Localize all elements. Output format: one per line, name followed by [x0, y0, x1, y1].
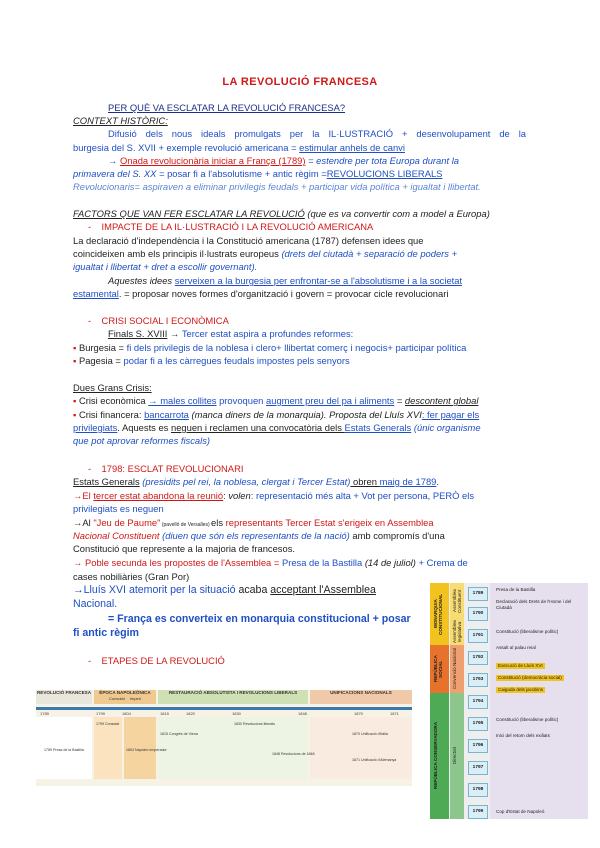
year-label: 1820 — [186, 711, 195, 716]
dash-bullet: - — [88, 315, 102, 326]
r-line-6: Constitució que represente a la majoria de francesos. — [73, 543, 295, 554]
c2c: (manca diners de la monarquia). Proposta del Lluís XVI — [188, 409, 422, 420]
crisis-line-3 — [73, 421, 481, 434]
timeline-note: 1789 Presa de la Bastilla — [44, 748, 84, 752]
year-label: 1870 — [354, 711, 363, 716]
r7c: (14 de juliol) — [364, 557, 416, 568]
r2d: volen — [228, 490, 251, 501]
c1f: descontent global — [404, 395, 479, 406]
context-line-5: Revolucionaris= aspiraven a eliminar privilegis feudals + participar vida política + igualtat i llibertat. — [73, 181, 481, 192]
liberal-revolutions-text: REVOLUCIONS LIBERALS — [326, 168, 443, 179]
stage-year: 1798 — [468, 783, 488, 797]
r-line-9 — [73, 584, 376, 597]
r2e: : representació més alta + Vot per persona, PERÒ els — [250, 490, 475, 501]
s2-bullet-1 — [73, 341, 466, 354]
stage-event: Execució de Lluís XVI — [498, 663, 543, 668]
section-1-title-text: IMPACTE DE LA IL·LUSTRACIÓ I LA REVOLUCIÓ AMERICANA — [101, 221, 374, 232]
timeline-axis — [36, 707, 412, 710]
stage-label-conservative: REPÚBLICA CONSERVADORA — [433, 721, 438, 789]
context-line-4 — [73, 167, 442, 180]
band-revolution: REVOLUCIÓ FRANCESA — [36, 690, 92, 704]
s1-line-2-a: coincideixen amb els principis il·lustrats europeus — [73, 248, 282, 259]
c1d: augment preu del pa i aliments — [266, 395, 395, 406]
year-label: 1848 — [298, 711, 307, 716]
timeline-figure — [36, 690, 412, 786]
r1a: Estats Generals — [73, 476, 140, 487]
c3b: . Aquests es — [117, 422, 171, 433]
context-heading: CONTEXT HISTÒRIC: — [73, 115, 168, 126]
stage-year: 1795 — [468, 717, 488, 731]
r1b: (presidits pel rei, la noblesa, clergat i Tercer Estat) — [139, 476, 351, 487]
period-unification — [310, 717, 412, 779]
stage-year: 1797 — [468, 761, 488, 775]
sub-constituent-label: Assemblea Constituent — [452, 589, 462, 613]
context-line-1: Difusió dels nous ideals promulgats per la IL·LUSTRACIÓ + desenvolupament de la — [108, 128, 526, 139]
stage-label-monarchy: MONARQUIA CONSTITUCIONAL — [433, 593, 443, 635]
section-3-title — [88, 462, 243, 475]
stage-event: Constitució (democràcia social) — [498, 675, 562, 680]
square-bullet: ▪ — [73, 342, 79, 353]
context-line-2-underline: estimular anhels de canvi — [299, 142, 405, 153]
r1c: obren — [350, 476, 380, 487]
stage-event: Constitució (liberalisme polític) — [496, 717, 559, 722]
c1a: Crisi econòmica — [78, 395, 149, 406]
stage-year: 1793 — [468, 673, 488, 687]
context-line-2 — [73, 141, 405, 154]
timeline-note: 1799 Consolat — [96, 722, 120, 726]
period-restoration — [158, 717, 308, 779]
section-4-title — [88, 654, 225, 667]
r5c: amb compromís d'una — [349, 530, 445, 541]
r-line-12: fi antic règim — [73, 627, 139, 639]
sub-convention-label: Convenció Nacional — [452, 648, 457, 690]
crisis-heading: Dues Grans Crisis: — [73, 382, 152, 393]
sub-directory-label: Directori — [452, 746, 457, 764]
band-unification: UNIFICACIONS NACIONALS — [310, 690, 412, 704]
c1e: = — [394, 395, 405, 406]
wave-text: Onada revolucionària iniciar a França (1789) — [119, 155, 306, 166]
spring-text: primavera del S. XX = — [73, 168, 168, 179]
section-4-title-text: ETAPES DE LA REVOLUCIÓ — [101, 655, 225, 666]
c2a: Crisi financera: — [78, 409, 145, 420]
s1-line-4 — [108, 274, 462, 287]
stages-diagram — [430, 583, 588, 819]
r7b: Presa de la Bastilla — [281, 557, 365, 568]
s2-arrow: → — [167, 328, 182, 339]
section-2-title-text: CRISI SOCIAL I ECONÒMICA — [101, 315, 229, 326]
timeline-note: 1804 Napoleó emperador — [126, 748, 167, 752]
band-napoleon-label: ÈPOCA NAPOLEÒNICA — [99, 690, 151, 695]
stage-year: 1799 — [468, 805, 488, 819]
r1e: . — [436, 476, 440, 487]
year-label: 1830 — [232, 711, 241, 716]
factors-heading: FACTORS QUE VAN FER ESCLATAR LA REVOLUCIÓ — [73, 208, 305, 219]
r-line-1 — [73, 475, 439, 488]
europe-text: = estendre per tota Europa durant la — [305, 155, 459, 166]
s1-line-5-b: . = proposar noves formes d'organització i govern = provocar cicle revolucionari — [118, 288, 449, 299]
r4d: els — [211, 517, 226, 528]
r4e: representants Tercer Estat s'erigeix en Assemblea — [225, 517, 434, 528]
band-consolat: Consolat — [108, 696, 125, 701]
year-label: 1871 — [390, 711, 399, 716]
stage-label-social: REPÚBLICA SOCIAL — [433, 655, 443, 683]
factors-note: (que es va convertir com a model a Europa) — [304, 208, 490, 219]
square-bullet: ▪ — [73, 395, 79, 406]
r7d: + Crema de — [415, 557, 468, 568]
r5b: (diuen que són els representants de la nació) — [159, 530, 350, 541]
s2-third-estate: Tercer estat aspira a profundes reformes: — [181, 328, 354, 339]
r-line-11: = França es converteix en monarquia constitucional + posar — [108, 613, 411, 625]
s1-line-4-a: Aquestes idees — [108, 275, 175, 286]
absolutism-text: posar fi a l'absolutisme + antic règim = — [167, 168, 327, 179]
s2-line-1 — [108, 327, 353, 340]
year-label: 1815 — [160, 711, 169, 716]
arrow-text: → — [108, 155, 120, 166]
c1c: provoquen — [216, 395, 267, 406]
s1-line-5 — [73, 287, 448, 300]
band-napoleon — [94, 690, 156, 704]
c2b: bancarrota — [144, 409, 189, 420]
r1d: maig de 1789 — [379, 476, 437, 487]
timeline-note: 1870 Unificació d'Itàlia — [352, 732, 388, 736]
year-label: 1799 — [96, 711, 105, 716]
r-line-2 — [73, 489, 474, 502]
c3c: neguen i reclamen una convocatòria dels — [170, 422, 345, 433]
stage-event: Inici del retorn dels exiliats — [496, 733, 550, 738]
stage-year: 1796 — [468, 739, 488, 753]
context-line-2-text: burgesia del S. XVII + exemple revolució americana = — [73, 142, 300, 153]
r4a: →Al — [73, 517, 94, 528]
s2-bullet-2-label: Pagesia = — [78, 355, 124, 366]
crisis-line-2 — [73, 408, 479, 421]
c2d: : fer pagar els — [421, 409, 480, 420]
section-3-title-text: 1798: ESCLAT REVOLUCIONARI — [101, 463, 244, 474]
square-bullet: ▪ — [73, 355, 79, 366]
year-label: 1789 — [40, 711, 49, 716]
stage-event: Assalt al palau reial — [496, 645, 536, 650]
timeline-note: 1815 Congrés de Viena — [160, 732, 198, 736]
c1b: → males collites — [148, 395, 217, 406]
r-line-3: privilegiats es neguen — [73, 503, 164, 514]
s2-bullet-2 — [73, 354, 350, 367]
section-2-title — [88, 314, 229, 327]
sub-legislative-label: Assemblea legislativa — [452, 620, 462, 643]
c3a: privilegiats — [73, 422, 118, 433]
page-title: LA REVOLUCIÓ FRANCESA — [222, 76, 378, 88]
s1-line-5-a: estamental — [73, 288, 119, 299]
stage-year: 1789 — [468, 587, 488, 601]
r-line-5 — [73, 529, 445, 542]
band-imperi: Imperi — [129, 696, 142, 701]
stage-event: Presa de la Bastilla — [496, 587, 536, 592]
r-line-8: cases nobiliàries (Gran Por) — [73, 571, 190, 582]
band-restoration: RESTAURACIÓ ABSOLUTISTA I REVOLUCIONS LIBERALS — [158, 690, 308, 704]
context-line-3 — [108, 154, 459, 167]
square-bullet: ▪ — [73, 409, 79, 420]
c3d: Estats Generals — [344, 422, 412, 433]
r5a: Nacional Constituent — [73, 530, 160, 541]
timeline-note: 1830 Revolucions liberals — [234, 722, 275, 726]
s2-bullet-1-text: fi dels privilegis de la noblesa i clero+ llibertat comerç i negocis+ participar política — [126, 342, 467, 353]
timeline-note: 1871 Unificació d'Alemanya — [352, 758, 397, 762]
r2b: tercer estat abandona la reunió — [93, 490, 224, 501]
stage-year: 1791 — [468, 629, 488, 643]
crisis-line-1 — [73, 394, 478, 407]
r4b: "Jeu de Paume" — [93, 517, 161, 528]
stage-event: Caiguda dels jacobins — [498, 687, 543, 692]
r-line-10: Nacional. — [73, 598, 118, 610]
r7a: → Poble secunda les propostes de l'Assemblea = — [73, 557, 282, 568]
s2-bullet-2-text: podar fi a les càrregues feudals impostes pels senyors — [123, 355, 350, 366]
stage-year: 1790 — [468, 607, 488, 621]
stage-event: Declaració dels Drets de l'Home i del Ciutadà — [496, 599, 572, 610]
crisis-line-4: que pot aprovar reformes fiscals) — [73, 435, 211, 446]
s1-line-3: igualtat i llibertat + dret a escollir governant). — [73, 261, 258, 272]
section-1-title — [88, 220, 373, 233]
r9b: atemorit per la situació — [128, 584, 239, 596]
stage-event: Constitució (liberalisme polític) — [496, 629, 559, 634]
factors-heading-line — [73, 207, 490, 220]
dash-bullet: - — [88, 463, 102, 474]
dash-bullet: - — [88, 221, 102, 232]
stage-year: 1794 — [468, 695, 488, 709]
r2a: →El — [73, 490, 94, 501]
dash-bullet: - — [88, 655, 102, 666]
s1-line-4-b: serveixen a la burgesia per enfrontar-se a l'absolutisme i a la societat — [174, 275, 463, 286]
year-label: 1804 — [122, 711, 131, 716]
events-panel — [490, 583, 588, 819]
timeline-note: 1848 Revolucions de 1848 — [272, 752, 315, 756]
r9c: acaba — [238, 584, 271, 596]
s1-line-2 — [73, 247, 457, 260]
s1-line-1: La declaració d'independència i la Constitució americana (1787) defensen idees que — [73, 235, 424, 246]
stage-event: Cop d'Estat de Napoleó — [496, 809, 545, 814]
r2c: : — [223, 490, 229, 501]
s1-line-2-b: (drets del ciutadà + separació de poders + — [281, 248, 458, 259]
s2-bullet-1-label: Burgesia = — [78, 342, 127, 353]
r-line-7 — [73, 556, 468, 569]
s2-late-xviii: Finals S. XVIII — [108, 328, 168, 339]
stage-year: 1792 — [468, 651, 488, 665]
c3e: (únic organisme — [411, 422, 481, 433]
r9a: →Lluís XVI — [73, 584, 129, 596]
question-heading: PER QUÈ VA ESCLATAR LA REVOLUCIÓ FRANCESA? — [108, 102, 346, 113]
r9d: acceptant l'Assemblea — [270, 584, 376, 596]
r4c: (pavelló de Versalles) — [160, 522, 212, 528]
